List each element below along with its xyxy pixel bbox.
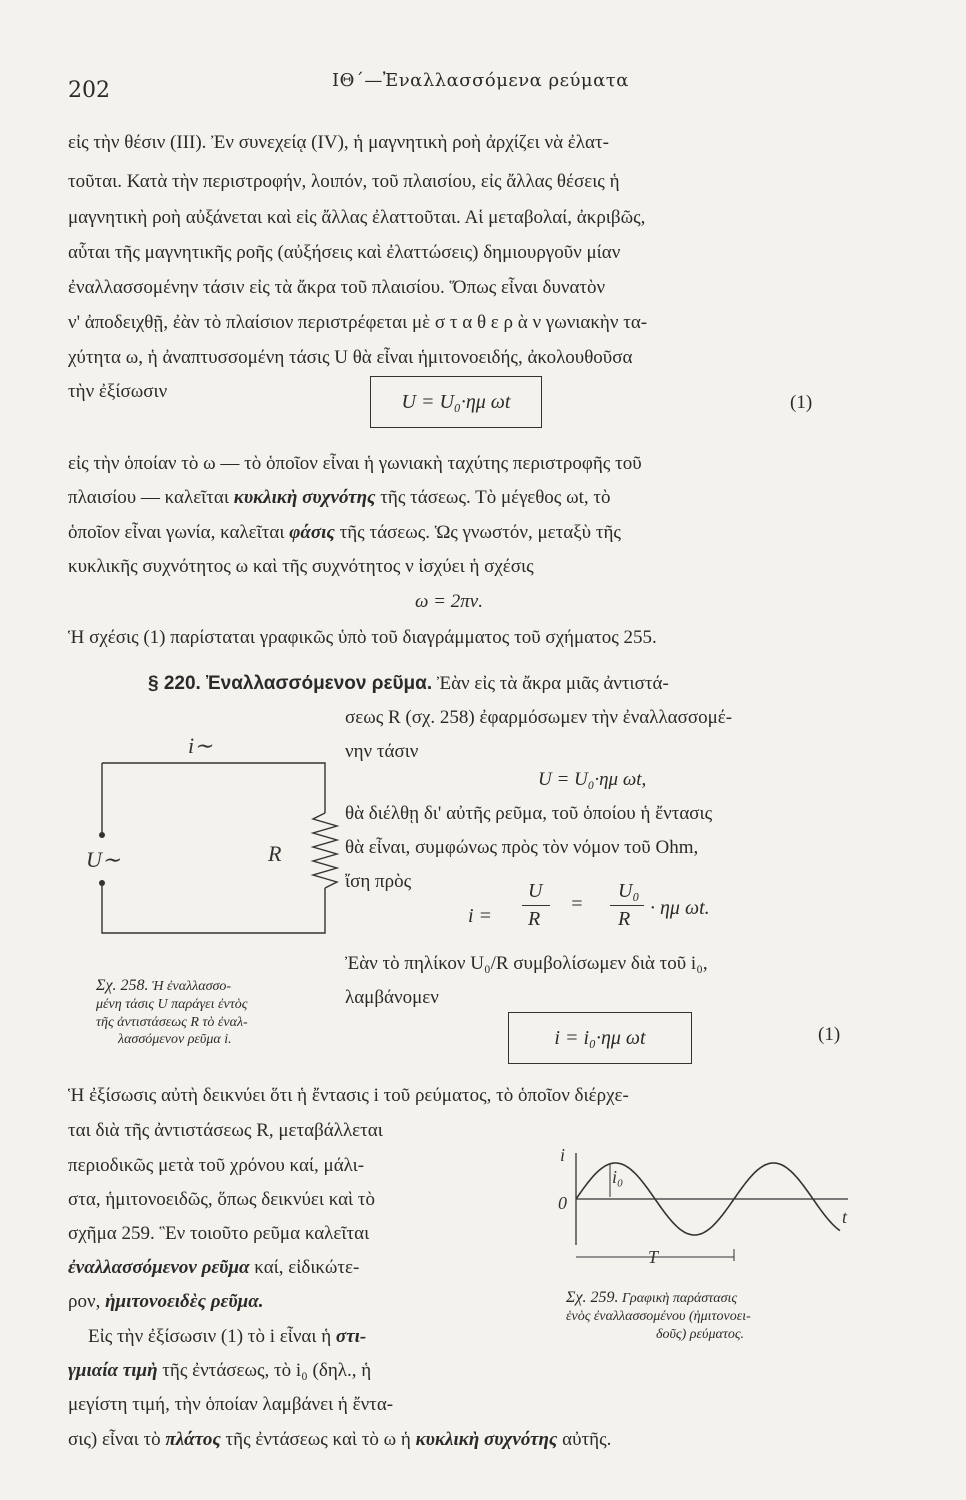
term-sinusoidal-current: ἡμιτονοειδὲς ρεῦμα.: [105, 1291, 264, 1312]
text-line: [68, 1258, 359, 1277]
term-cyclic-frequency: κυκλικὴ συχνότης: [233, 487, 376, 508]
figure-259-caption: [566, 1288, 751, 1343]
text-span: σις) εἶναι τὸ: [68, 1429, 166, 1450]
terminal-top: [99, 832, 105, 838]
text-span: Εἰς τὴν ἐξίσωσιν (1) τὸ i εἶναι ἡ: [88, 1326, 336, 1347]
equation-number: (1): [790, 392, 813, 413]
text-line: τοῦται. Κατὰ τὴν περιστροφήν, λοιπόν, τοῦ πλαισίου, εἰς ἄλλας θέσεις ἡ: [68, 171, 620, 192]
equation-1: U = U₀·ημ ωt: [401, 390, 511, 413]
text-line: [68, 1361, 371, 1380]
text-line: σχῆμα 259. Ἓν τοιοῦτο ρεῦμα καλεῖται: [68, 1223, 370, 1244]
resistor-zigzag: [313, 813, 337, 888]
text-line: [68, 488, 611, 507]
text-line: νην τάσιν: [345, 741, 419, 762]
text-line: εἰς τὴν θέσιν (III). Ἐν συνεχείᾳ (IV), ἡ μαγνητικὴ ροὴ ἀρχίζει νὰ ἐλατ-: [68, 132, 609, 153]
caption-text: λασσόμενον ρεῦμα i.: [118, 1032, 232, 1047]
label-i0: i₀: [612, 1167, 624, 1187]
text-line: στα, ἡμιτονοειδῶς, ὅπως δεικνύει καὶ τὸ: [68, 1189, 376, 1210]
frac-tail: · ημ ωt.: [650, 897, 710, 919]
text-line: θὰ εἶναι, συμφώνως πρὸς τὸν νόμον τοῦ Ohm,: [345, 837, 699, 858]
text-line: [68, 523, 621, 542]
label-current: i∼: [188, 733, 213, 758]
text-span: τῆς ἐντάσεως καὶ τὸ ω ἡ: [220, 1429, 416, 1450]
text-line: Ἡ ἐξίσωσις αὐτὴ δεικνύει ὅτι ἡ ἔντασις i τοῦ ρεύματος, τὸ ὁποῖον διέρχε-: [68, 1085, 629, 1106]
chapter-title: ΙΘ΄—Ἐναλλασσόμενα ρεύματα: [332, 70, 629, 91]
sine-graph: [548, 1145, 878, 1285]
text-span: τῆς ἐντάσεως, τὸ i₀ (δηλ., ἡ: [157, 1360, 372, 1381]
text-span: ρον,: [68, 1291, 106, 1312]
term-instantaneous: στι-: [335, 1326, 367, 1347]
equation-omega: ω = 2πν.: [415, 591, 483, 612]
figure-258-caption: [96, 976, 248, 1049]
caption-text: ἑνὸς ἐναλλασσομένου (ἡμιτονοει-: [566, 1309, 751, 1324]
equation-voltage: U = U₀·ημ ωt,: [538, 769, 647, 790]
label-t: t: [842, 1207, 848, 1227]
text-span: τῆς τάσεως. Ὡς γνωστόν, μεταξὺ τῆς: [334, 522, 621, 543]
terminal-bottom: [99, 880, 105, 886]
text-line: κυκλικῆς συχνότητος ω καὶ τῆς συχνότητος ν ἰσχύει ἡ σχέσις: [68, 556, 534, 577]
equation-box-2: [508, 1012, 692, 1064]
text-line: αὗται τῆς μαγνητικῆς ροῆς (αὐξήσεις καὶ ἐλαττώσεις) δημιουργοῦν μίαν: [68, 242, 621, 263]
equation-box-1: [370, 376, 542, 428]
text-line: μαγνητικὴ ροὴ αὐξάνεται καὶ εἰς ἄλλας ἐλαττοῦται. Αἱ μεταβολαί, ἀκριβῶς,: [68, 207, 646, 228]
caption-text: μένη τάσις U παράγει ἐντὸς: [96, 997, 248, 1012]
frac-den-r2: R: [618, 908, 631, 930]
caption-text: δοῦς) ρεύματος.: [656, 1326, 745, 1342]
text-span: καί, εἰδικώτε-: [249, 1257, 360, 1278]
text-line: [68, 1430, 611, 1449]
text-line: θὰ διέλθῃ δι' αὐτῆς ρεῦμα, τοῦ ὁποίου ἡ ἔντασις: [345, 803, 713, 824]
frac-num-u0: U₀: [618, 880, 640, 902]
text-line: λαμβάνομεν: [345, 987, 439, 1008]
text-line: [88, 1327, 366, 1346]
frac-den-r: R: [528, 908, 541, 930]
text-line: ἴση πρὸς: [345, 871, 412, 892]
caption-text: τῆς ἀντιστάσεως R τὸ ἐναλ-: [96, 1014, 248, 1030]
frac-num-u: U: [528, 880, 543, 902]
label-origin: 0: [558, 1193, 567, 1213]
term-alternating-current: ἐναλλασσόμενον ρεῦμα: [68, 1257, 250, 1278]
frac-equals: =: [570, 893, 584, 915]
section-heading-line: [148, 674, 669, 693]
text-line: ται διὰ τῆς ἀντιστάσεως R, μεταβάλλεται: [68, 1120, 383, 1141]
text-span: τῆς τάσεως. Τὸ μέγεθος ωt, τὸ: [375, 487, 611, 508]
label-period: T: [648, 1247, 659, 1267]
text-line: ν' ἀποδειχθῇ, ἐὰν τὸ πλαίσιον περιστρέφεται μὲ σ τ α θ ε ρ ὰ ν γωνιακὴν τα-: [68, 312, 648, 333]
wire-bottom: [102, 885, 325, 933]
text-line: χύτητα ω, ἡ ἀναπτυσσομένη τάσις U θὰ εἶναι ἡμιτονοειδής, ἀκολουθοῦσα: [68, 347, 633, 368]
text-line: τὴν ἐξίσωσιν: [68, 381, 168, 402]
fraction-bar: [610, 905, 644, 906]
equation-number: (1): [818, 1024, 841, 1045]
text-span: αὐτῆς.: [557, 1429, 612, 1450]
label-voltage: U∼: [86, 847, 121, 872]
text-line: σεως R (σχ. 258) ἐφαρμόσωμεν τὴν ἐναλλασσομέ-: [345, 707, 733, 728]
caption-text: Γραφικὴ παράστασις: [622, 1291, 738, 1306]
term-amplitude: πλάτος: [165, 1429, 221, 1450]
term-instantaneous-value: γμιαία τιμὴ: [68, 1360, 158, 1381]
text-line: μεγίστη τιμή, τὴν ὁποίαν λαμβάνει ἡ ἔντα-: [68, 1394, 394, 1415]
caption-text: Ἡ ἐναλλασσο-: [152, 979, 232, 994]
figure-259-number: Σχ. 259.: [566, 1289, 619, 1306]
label-i: i: [560, 1145, 566, 1165]
text-line: Ἡ σχέσις (1) παρίσταται γραφικῶς ὑπὸ τοῦ διαγράμματος τοῦ σχήματος 255.: [68, 627, 657, 648]
text-span: Ἐὰν εἰς τὰ ἄκρα μιᾶς ἀντιστά-: [432, 673, 669, 694]
circuit-diagram: [80, 725, 340, 975]
term-phase: φάσις: [289, 522, 335, 543]
fraction-bar: [522, 905, 550, 906]
term-cyclic-frequency: κυκλικὴ συχνότης: [415, 1429, 558, 1450]
text-span: πλαισίου — καλεῖται: [68, 487, 234, 508]
text-line: εἰς τὴν ὁποίαν τὸ ω — τὸ ὁποῖον εἶναι ἡ γωνιακὴ ταχύτης περιστροφῆς τοῦ: [68, 453, 642, 474]
figure-258-number: Σχ. 258.: [96, 977, 149, 994]
label-resistor: R: [268, 841, 282, 866]
text-line: περιοδικῶς μετὰ τοῦ χρόνου καί, μάλι-: [68, 1155, 365, 1176]
wire-top: [102, 763, 325, 813]
text-line: ἐναλλασσομένην τάσιν εἰς τὰ ἄκρα τοῦ πλαισίου. Ὅπως εἶναι δυνατὸν: [68, 277, 606, 298]
text-line: [68, 1292, 263, 1311]
section-heading: § 220. Ἐναλλασσόμενον ρεῦμα.: [148, 673, 433, 694]
text-span: ὁποῖον εἶναι γωνία, καλεῖται: [68, 522, 290, 543]
text-line: Ἐὰν τὸ πηλίκον U₀/R συμβολίσωμεν διὰ τοῦ i₀,: [345, 953, 708, 974]
frac-lhs: i =: [468, 905, 493, 927]
page-number: 202: [68, 78, 110, 103]
equation-2: i = i₀·ημ ωt: [554, 1026, 646, 1049]
